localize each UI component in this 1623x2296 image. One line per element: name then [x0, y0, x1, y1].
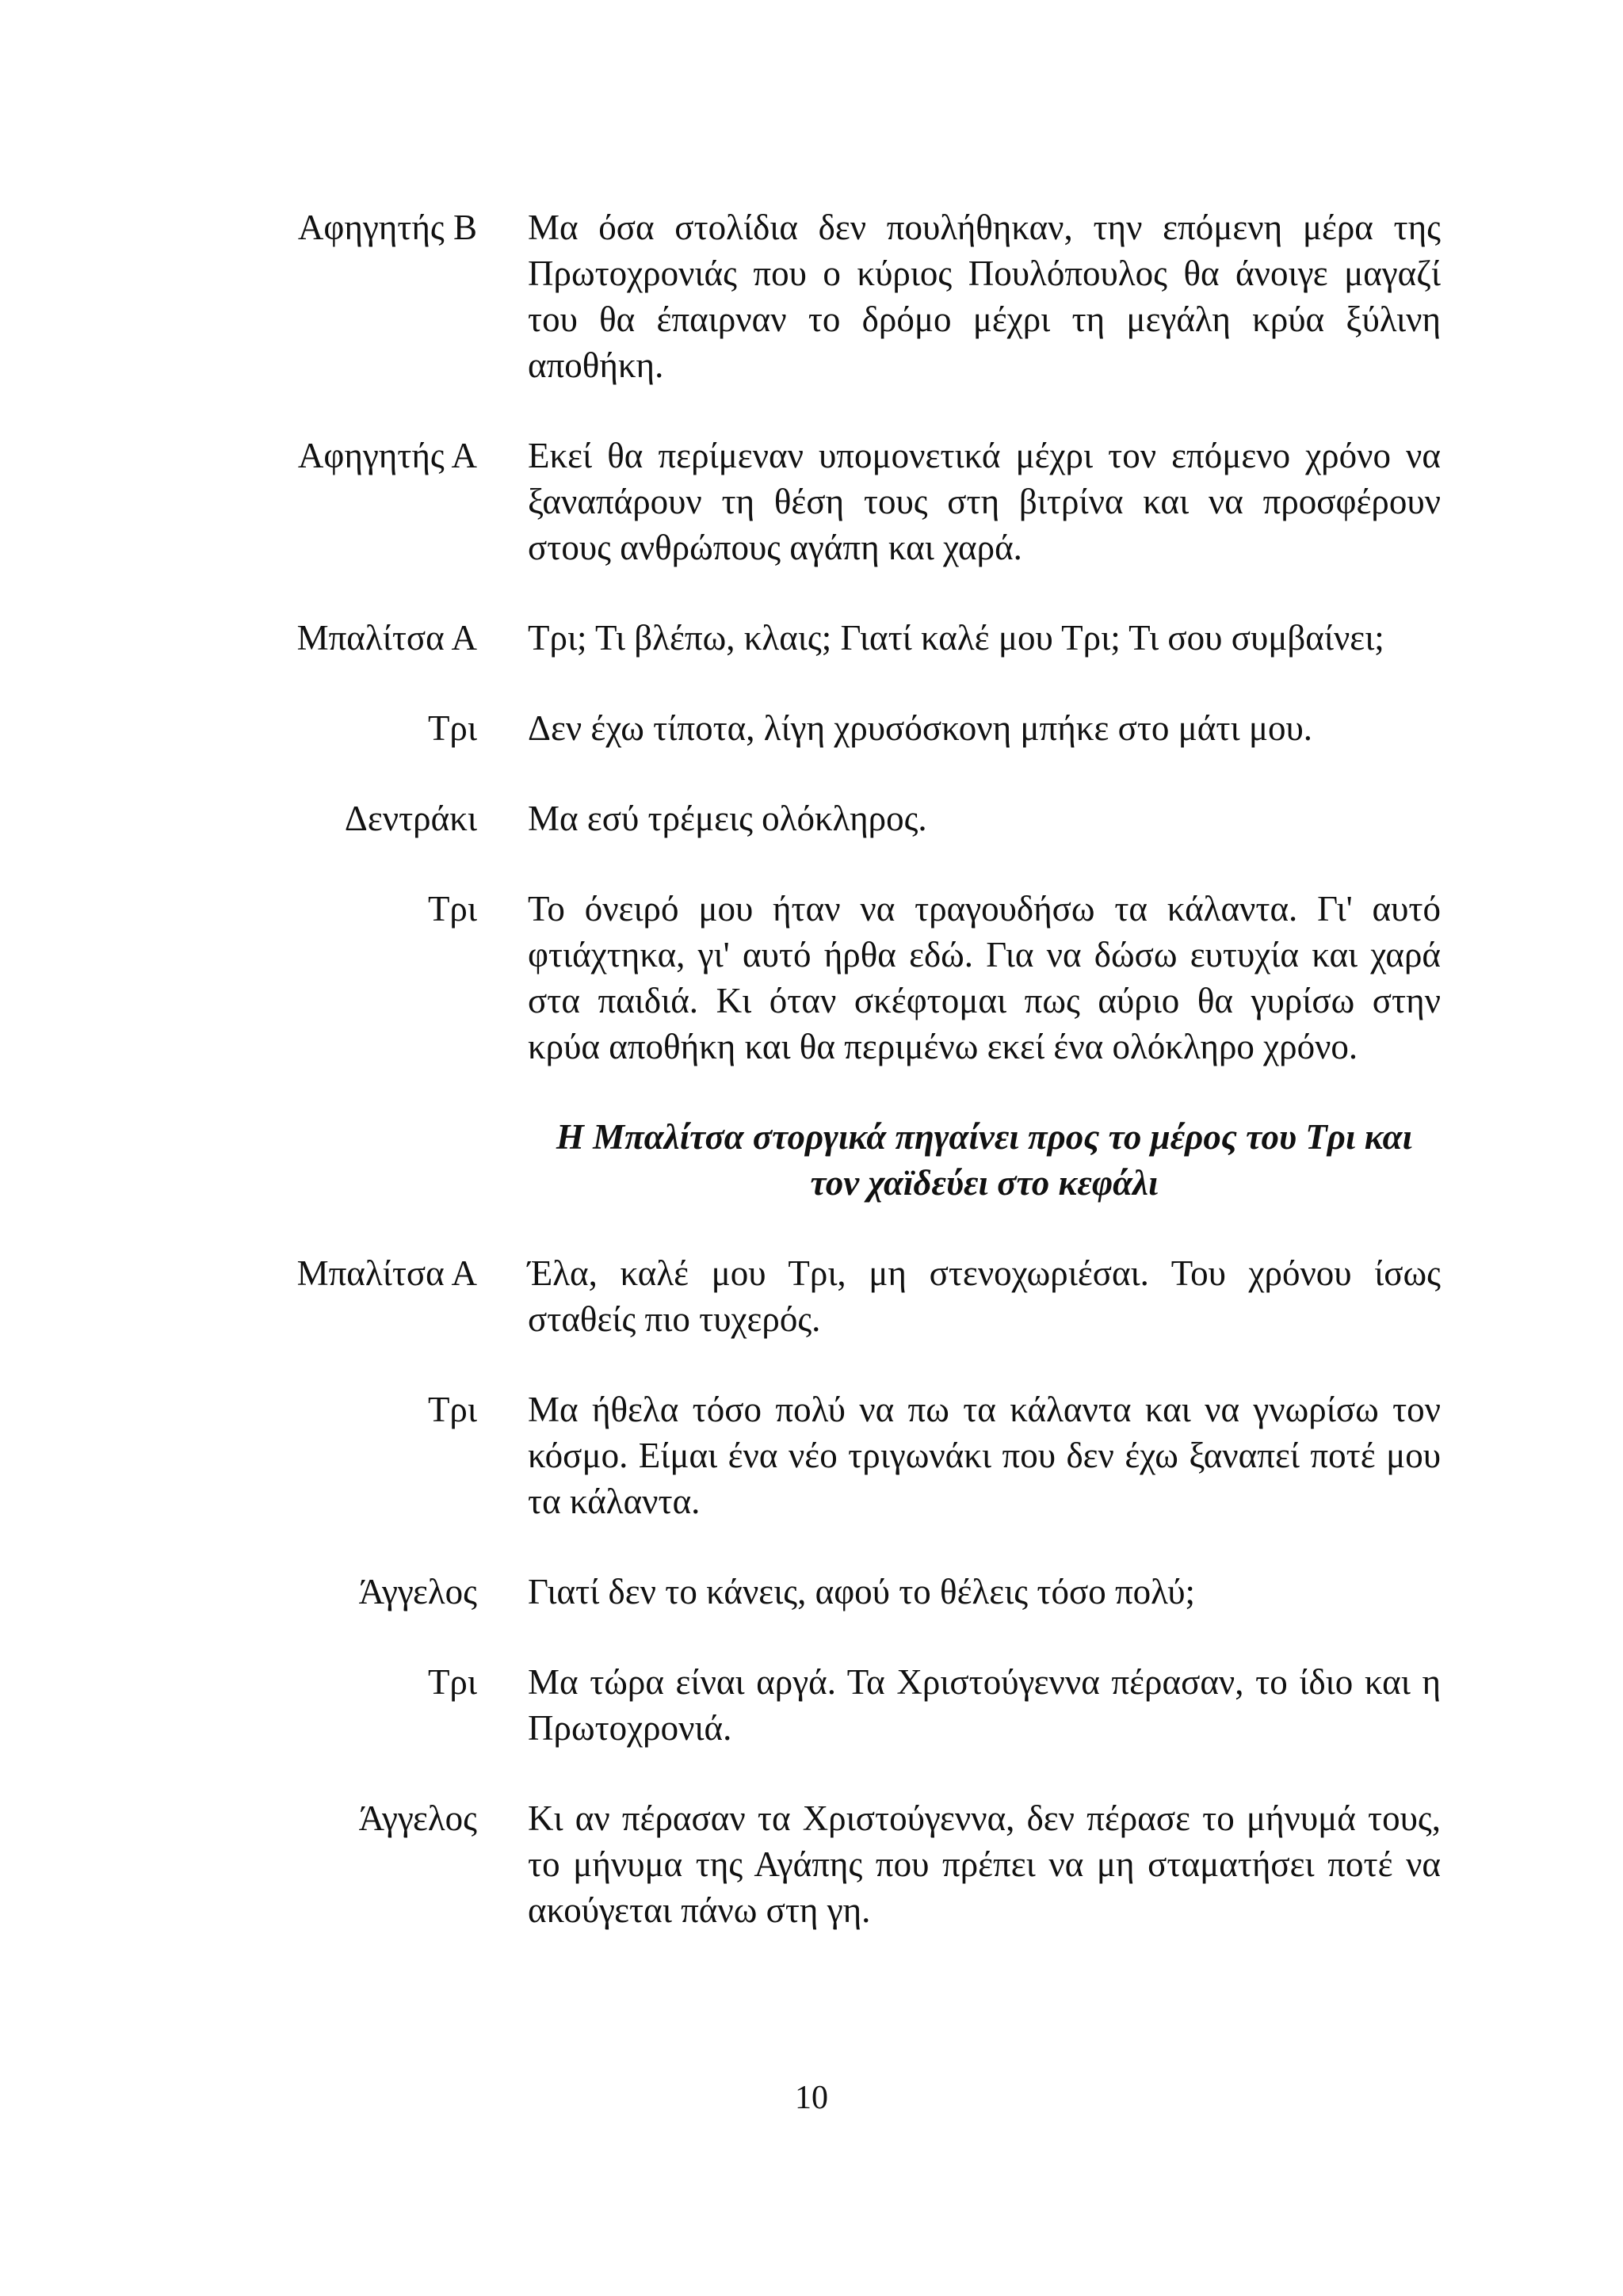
dialogue-block: [269, 1659, 1441, 1751]
dialogue-block: [269, 886, 1441, 1070]
speaker-name: Μπαλίτσα Α: [296, 1253, 477, 1293]
speaker-name: Τρι: [427, 889, 477, 929]
dialogue-text: Κι αν πέρασαν τα Χριστούγεννα, δεν πέρασε το μήνυμά τους, το μήνυμα της Αγάπης που πρέπει να μη σταματήσει ποτέ να ακούγεται πάνω στη γη.: [528, 1798, 1441, 1930]
script-content: [269, 204, 1441, 1933]
speaker-name: Άγγελος: [358, 1798, 477, 1838]
speaker-name: Μπαλίτσα Α: [296, 618, 477, 658]
dialogue-block: [269, 1795, 1441, 1933]
dialogue-text: Μα όσα στολίδια δεν πουλήθηκαν, την επόμενη μέρα της Πρωτοχρονιάς που ο κύριος Πουλόπουλος θα άνοιγε μαγαζί του θα έπαιρναν το δρόμο μέχρι τη μεγάλη κρύα ξύλινη αποθήκη.: [528, 208, 1441, 385]
dialogue-block: [269, 1250, 1441, 1342]
dialogue-text: Εκεί θα περίμεναν υπομονετικά μέχρι τον επόμενο χρόνο να ξαναπάρουν τη θέση τους στη βιτρίνα και να προσφέρουν στους ανθρώπους αγάπη και χαρά.: [528, 436, 1441, 567]
dialogue-text: Γιατί δεν το κάνεις, αφού το θέλεις τόσο πολύ;: [528, 1572, 1195, 1611]
dialogue-text: Μα εσύ τρέμεις ολόκληρος.: [528, 799, 927, 838]
stage-direction-line: Η Μπαλίτσα στοργικά πηγαίνει προς το μέρος του Τρι και: [556, 1117, 1413, 1157]
dialogue-text: Μα ήθελα τόσο πολύ να πω τα κάλαντα και να γνωρίσω τον κόσμο. Είμαι ένα νέο τριγωνάκι που δεν έχω ξαναπεί ποτέ μου τα κάλαντα.: [528, 1390, 1441, 1521]
speaker-name: Τρι: [427, 708, 477, 748]
dialogue-text: Δεν έχω τίποτα, λίγη χρυσόσκονη μπήκε στο μάτι μου.: [528, 708, 1312, 748]
page-number: 10: [795, 2080, 828, 2116]
speaker-name: Αφηγητής Α: [297, 436, 477, 475]
speaker-name: Αφηγητής Β: [297, 208, 477, 247]
speaker-name: Δεντράκι: [344, 799, 477, 838]
stage-direction: [528, 1114, 1441, 1206]
dialogue-text: Μα τώρα είναι αργά. Τα Χριστούγεννα πέρασαν, το ίδιο και η Πρωτοχρονιά.: [528, 1662, 1441, 1748]
dialogue-text: Το όνειρό μου ήταν να τραγουδήσω τα κάλαντα. Γι' αυτό φτιάχτηκα, γι' αυτό ήρθα εδώ. Για να δώσω ευτυχία και χαρά στα παιδιά. Κι όταν σκέφτομαι πως αύριο θα γυρίσω στην κρύα αποθήκη και θα περιμένω εκεί ένα ολόκληρο χρόνο.: [528, 889, 1441, 1066]
dialogue-block: [269, 204, 1441, 388]
stage-direction-line: τον χαϊδεύει στο κεφάλι: [810, 1163, 1159, 1203]
speaker-name: Άγγελος: [358, 1572, 477, 1611]
dialogue-block: [269, 1569, 1441, 1615]
dialogue-block: [269, 433, 1441, 570]
dialogue-block: [269, 705, 1441, 751]
dialogue-text: Τρι; Τι βλέπω, κλαις; Γιατί καλέ μου Τρι; Τι σου συμβαίνει;: [528, 618, 1384, 658]
dialogue-block: [269, 615, 1441, 661]
speaker-name: Τρι: [427, 1662, 477, 1702]
speaker-name: Τρι: [427, 1390, 477, 1429]
dialogue-block: [269, 795, 1441, 841]
dialogue-text: Έλα, καλέ μου Τρι, μη στενοχωριέσαι. Του χρόνου ίσως σταθείς πιο τυχερός.: [528, 1253, 1441, 1339]
dialogue-block: [269, 1386, 1441, 1524]
